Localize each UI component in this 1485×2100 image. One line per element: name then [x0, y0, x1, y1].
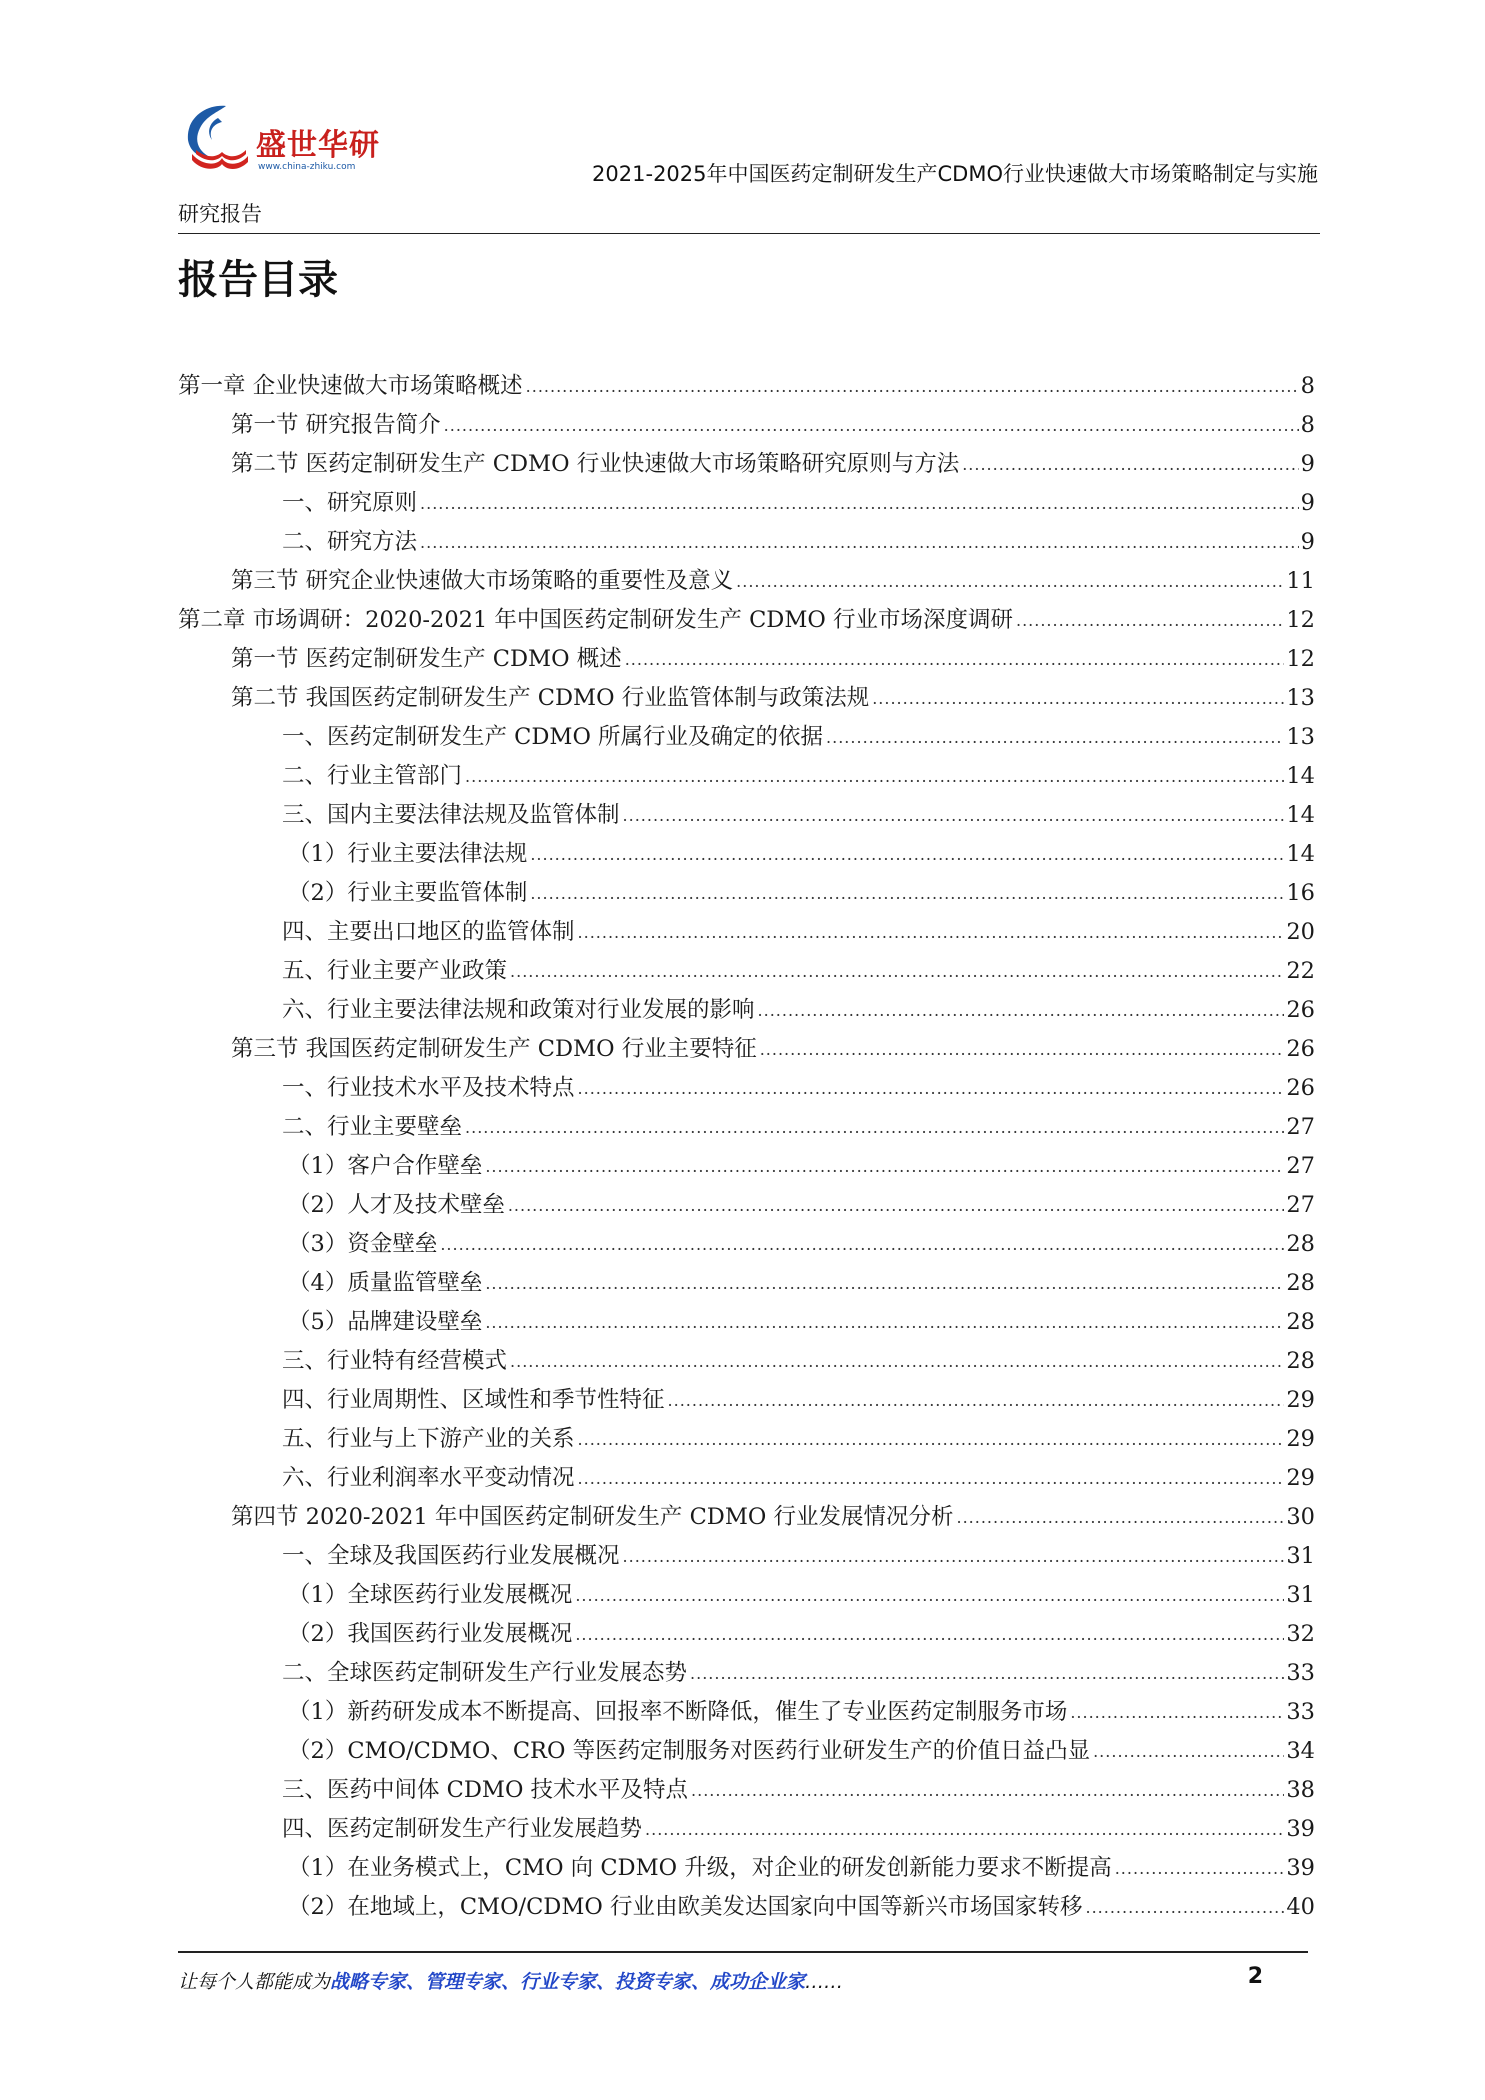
toc-leader-dots [485, 1273, 1284, 1295]
toc-leader-dots [485, 1156, 1284, 1178]
toc-entry-page: 14 [1286, 763, 1315, 789]
toc-entry-page: 8 [1300, 412, 1315, 438]
toc-entry[interactable] [178, 1259, 1315, 1298]
toc-entry-page: 31 [1286, 1582, 1315, 1608]
toc-entry-label: 二、行业主要壁垒 [282, 1114, 463, 1140]
toc-leader-dots [962, 454, 1298, 476]
toc-entry[interactable] [178, 947, 1315, 986]
toc-entry[interactable] [178, 1025, 1315, 1064]
toc-entry-page: 20 [1286, 919, 1315, 945]
toc-leader-dots [465, 1117, 1284, 1139]
toc-entry-label: （4）质量监管壁垒 [288, 1270, 483, 1296]
toc-entry-page: 34 [1286, 1738, 1315, 1764]
toc-entry-label: 一、医药定制研发生产 CDMO 所属行业及确定的依据 [282, 724, 824, 750]
toc-entry-label: 四、行业周期性、区域性和季节性特征 [282, 1387, 665, 1413]
toc-entry[interactable] [178, 362, 1315, 401]
toc-entry-label: 四、主要出口地区的监管体制 [282, 919, 575, 945]
toc-entry-page: 9 [1300, 451, 1315, 477]
toc-entry-page: 9 [1300, 490, 1315, 516]
footer-divider [178, 1951, 1308, 1953]
toc-entry-label: （1）客户合作壁垒 [288, 1153, 483, 1179]
toc-entry-page: 33 [1286, 1660, 1315, 1686]
toc-entry[interactable] [178, 986, 1315, 1025]
toc-leader-dots [526, 376, 1299, 398]
toc-leader-dots [645, 1819, 1284, 1841]
toc-leader-dots [510, 1351, 1284, 1373]
toc-entry-label: 一、全球及我国医药行业发展概况 [282, 1543, 620, 1569]
toc-entry-page: 33 [1286, 1699, 1315, 1725]
toc-entry-page: 39 [1286, 1855, 1315, 1881]
toc-entry[interactable] [178, 557, 1315, 596]
toc-entry-label: 六、行业利润率水平变动情况 [282, 1465, 575, 1491]
toc-entry[interactable] [178, 1610, 1315, 1649]
toc-entry-page: 30 [1286, 1504, 1315, 1530]
toc-entry-page: 39 [1286, 1816, 1315, 1842]
toc-leader-dots [530, 883, 1284, 905]
toc-entry-page: 16 [1286, 880, 1315, 906]
toc-entry[interactable] [178, 1571, 1315, 1610]
toc-entry-label: 二、全球医药定制研发生产行业发展态势 [282, 1660, 688, 1686]
toc-entry-label: 第一节 医药定制研发生产 CDMO 概述 [231, 646, 622, 672]
toc-entry-page: 28 [1286, 1309, 1315, 1335]
document-subtitle: 研究报告 [178, 202, 262, 226]
toc-entry-label: 第三节 研究企业快速做大市场策略的重要性及意义 [231, 568, 734, 594]
toc-entry-page: 13 [1286, 724, 1315, 750]
footer-slogan [178, 1967, 843, 1994]
toc-entry-label: （2）CMO/CDMO、CRO 等医药定制服务对医药行业研发生产的价值日益凸显 [288, 1738, 1091, 1764]
toc-entry[interactable] [178, 791, 1315, 830]
toc-leader-dots [530, 844, 1284, 866]
toc-entry-label: 第三节 我国医药定制研发生产 CDMO 行业主要特征 [231, 1036, 757, 1062]
toc-entry-page: 14 [1286, 841, 1315, 867]
toc-entry-page: 26 [1286, 1075, 1315, 1101]
brand-name: 盛世华研 [256, 128, 380, 163]
toc-leader-dots [485, 1312, 1284, 1334]
page-header [178, 100, 1318, 235]
toc-entry[interactable] [178, 1727, 1315, 1766]
toc-entry-page: 28 [1286, 1231, 1315, 1257]
toc-entry[interactable] [178, 1103, 1315, 1142]
toc-leader-dots [668, 1390, 1285, 1412]
toc-entry[interactable] [178, 1766, 1315, 1805]
toc-entry[interactable] [178, 1649, 1315, 1688]
toc-leader-dots [578, 1429, 1285, 1451]
toc-leader-dots [510, 961, 1284, 983]
toc-entry-label: （2）我国医药行业发展概况 [288, 1621, 573, 1647]
toc-entry[interactable] [178, 908, 1315, 947]
toc-leader-dots [623, 1546, 1285, 1568]
toc-entry-label: 第二节 我国医药定制研发生产 CDMO 行业监管体制与政策法规 [231, 685, 870, 711]
toc-leader-dots [578, 1078, 1285, 1100]
toc-entry-label: （2）行业主要监管体制 [288, 880, 528, 906]
slogan-prefix: 让每个人都能成为 [178, 1971, 331, 1993]
toc-entry-label: 一、行业技术水平及技术特点 [282, 1075, 575, 1101]
toc-entry[interactable] [178, 1220, 1315, 1259]
page-number: 2 [1247, 1964, 1263, 1989]
toc-entry-label: 三、医药中间体 CDMO 技术水平及特点 [282, 1777, 689, 1803]
toc-entry-page: 27 [1286, 1192, 1315, 1218]
toc-leader-dots [575, 1585, 1284, 1607]
toc-entry[interactable] [178, 674, 1315, 713]
toc-entry[interactable] [178, 1298, 1315, 1337]
document-title: 2021-2025年中国医药定制研发生产CDMO行业快速做大市场策略制定与实施 [592, 162, 1318, 186]
toc-entry-page: 29 [1286, 1426, 1315, 1452]
toc-leader-dots [690, 1663, 1284, 1685]
toc-entry[interactable] [178, 596, 1315, 635]
toc-entry-page: 27 [1286, 1153, 1315, 1179]
toc-entry-page: 28 [1286, 1348, 1315, 1374]
toc-entry-label: 第一节 研究报告简介 [231, 412, 441, 438]
toc-leader-dots [1070, 1702, 1284, 1724]
toc-entry[interactable] [178, 1142, 1315, 1181]
toc-entry-page: 32 [1286, 1621, 1315, 1647]
toc-entry-page: 14 [1286, 802, 1315, 828]
toc-leader-dots [1016, 610, 1284, 632]
toc-leader-dots [440, 1234, 1284, 1256]
slogan-suffix: …… [805, 1971, 844, 1993]
toc-entry-page: 31 [1286, 1543, 1315, 1569]
slogan-highlight: 战略专家、管理专家、行业专家、投资专家、成功企业家 [330, 1971, 806, 1993]
toc-entry[interactable] [178, 1688, 1315, 1727]
toc-leader-dots [1093, 1741, 1284, 1763]
toc-leader-dots [420, 493, 1299, 515]
toc-entry[interactable] [178, 1493, 1315, 1532]
toc-entry[interactable] [178, 1376, 1315, 1415]
toc-entry-label: 四、医药定制研发生产行业发展趋势 [282, 1816, 643, 1842]
toc-entry-label: 第一章 企业快速做大市场策略概述 [178, 373, 523, 399]
toc-entry[interactable] [178, 1532, 1315, 1571]
toc-entry-page: 40 [1286, 1894, 1315, 1920]
toc-entry-page: 11 [1286, 568, 1315, 594]
toc-entry[interactable] [178, 1064, 1315, 1103]
toc-entry-label: 三、行业特有经营模式 [282, 1348, 508, 1374]
toc-leader-dots [625, 649, 1285, 671]
toc-leader-dots [420, 532, 1299, 554]
toc-entry-label: （2）在地域上，CMO/CDMO 行业由欧美发达国家向中国等新兴市场国家转移 [288, 1894, 1083, 1920]
toc-leader-dots [760, 1039, 1285, 1061]
toc-entry[interactable] [178, 752, 1315, 791]
toc-entry[interactable] [178, 1805, 1315, 1844]
toc-entry[interactable] [178, 869, 1315, 908]
toc-leader-dots [872, 688, 1284, 710]
toc-entry-page: 38 [1286, 1777, 1315, 1803]
toc-entry-page: 28 [1286, 1270, 1315, 1296]
brand-logo [178, 100, 398, 190]
brand-url: www.china-zhiku.com [258, 162, 356, 172]
toc-entry-page: 22 [1286, 958, 1315, 984]
toc-entry-label: （1）行业主要法律法规 [288, 841, 528, 867]
toc-entry-label: （3）资金壁垒 [288, 1231, 438, 1257]
toc-leader-dots [578, 1468, 1285, 1490]
toc-entry-label: 第二节 医药定制研发生产 CDMO 行业快速做大市场策略研究原则与方法 [231, 451, 960, 477]
toc-entry-label: 五、行业主要产业政策 [282, 958, 508, 984]
toc-entry-label: 第二章 市场调研：2020-2021 年中国医药定制研发生产 CDMO 行业市场深度调研 [178, 607, 1013, 633]
toc-entry[interactable] [178, 1181, 1315, 1220]
toc-entry[interactable] [178, 401, 1315, 440]
toc-entry-label: （1）全球医药行业发展概况 [288, 1582, 573, 1608]
toc-entry-label: （2）人才及技术壁垒 [288, 1192, 505, 1218]
toc-entry-page: 29 [1286, 1387, 1315, 1413]
toc-entry-page: 29 [1286, 1465, 1315, 1491]
header-divider [178, 233, 1320, 234]
toc-entry[interactable] [178, 1883, 1315, 1922]
toc-leader-dots [1086, 1897, 1285, 1919]
toc-entry-page: 13 [1286, 685, 1315, 711]
toc-entry[interactable] [178, 1454, 1315, 1493]
toc-entry-label: 第四节 2020-2021 年中国医药定制研发生产 CDMO 行业发展情况分析 [231, 1504, 954, 1530]
toc-entry-page: 26 [1286, 1036, 1315, 1062]
toc-leader-dots [1115, 1858, 1285, 1880]
toc-leader-dots [623, 805, 1285, 827]
toc-leader-dots [736, 571, 1284, 593]
toc-entry-label: 二、行业主管部门 [282, 763, 463, 789]
toc-leader-dots [575, 1624, 1284, 1646]
toc-entry-label: 一、研究原则 [282, 490, 418, 516]
toc-entry-label: 五、行业与上下游产业的关系 [282, 1426, 575, 1452]
toc-entry[interactable] [178, 713, 1315, 752]
toc-leader-dots [444, 415, 1299, 437]
toc-entry[interactable] [178, 1415, 1315, 1454]
toc-entry-page: 12 [1286, 607, 1315, 633]
toc-entry-page: 27 [1286, 1114, 1315, 1140]
toc-leader-dots [826, 727, 1284, 749]
toc-entry[interactable] [178, 1844, 1315, 1883]
toc-heading: 报告目录 [178, 257, 338, 303]
toc-entry-label: （1）新药研发成本不断提高、回报率不断降低，催生了专业医药定制服务市场 [288, 1699, 1068, 1725]
toc-entry[interactable] [178, 518, 1315, 557]
book-swirl-icon [178, 100, 258, 180]
toc-leader-dots [956, 1507, 1284, 1529]
toc-entry[interactable] [178, 440, 1315, 479]
toc-entry-page: 12 [1286, 646, 1315, 672]
toc-entry[interactable] [178, 1337, 1315, 1376]
toc-leader-dots [578, 922, 1285, 944]
toc-entry-label: 六、行业主要法律法规和政策对行业发展的影响 [282, 997, 755, 1023]
toc-entry-label: 三、国内主要法律法规及监管体制 [282, 802, 620, 828]
toc-leader-dots [465, 766, 1284, 788]
toc-leader-dots [508, 1195, 1285, 1217]
toc-entry-label: 二、研究方法 [282, 529, 418, 555]
toc-leader-dots [691, 1780, 1284, 1802]
toc-leader-dots [758, 1000, 1285, 1022]
toc-entry-page: 26 [1286, 997, 1315, 1023]
toc-entry-page: 9 [1300, 529, 1315, 555]
toc-entry-page: 8 [1300, 373, 1315, 399]
toc-entry[interactable] [178, 830, 1315, 869]
toc-entry-label: （5）品牌建设壁垒 [288, 1309, 483, 1335]
toc-entry[interactable] [178, 479, 1315, 518]
toc-entry[interactable] [178, 635, 1315, 674]
toc-entry-label: （1）在业务模式上，CMO 向 CDMO 升级，对企业的研发创新能力要求不断提高 [288, 1855, 1112, 1881]
